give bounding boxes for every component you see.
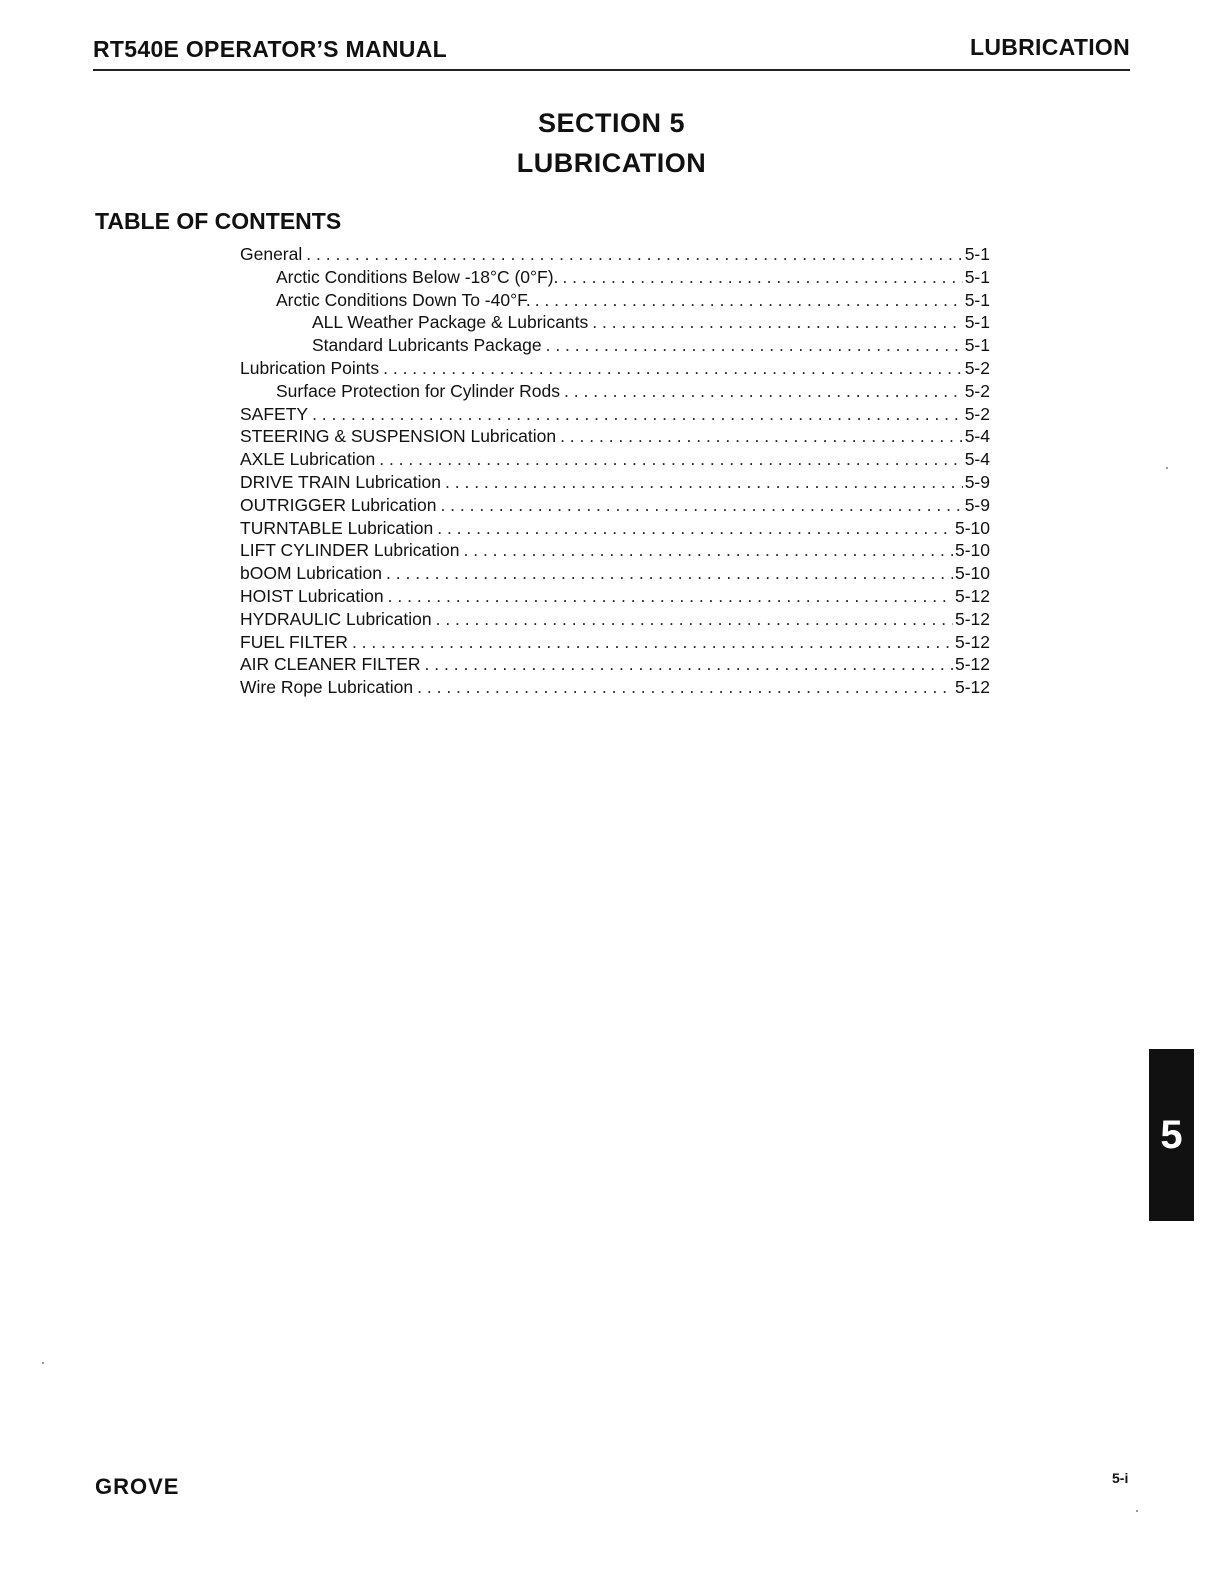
toc-entry bbox=[240, 676, 990, 699]
toc-entry bbox=[240, 494, 990, 517]
section-tab-label: 5 bbox=[1160, 1113, 1183, 1157]
toc-entry-page: 5-1 bbox=[964, 289, 990, 310]
section-name: LUBRICATION bbox=[969, 34, 1130, 60]
toc-entry-label: AIR CLEANER FILTER bbox=[240, 654, 421, 675]
toc-dot-leader bbox=[312, 403, 963, 426]
toc-entry-page: 5-12 bbox=[954, 677, 990, 698]
manual-title: RT540E OPERATOR’S MANUAL bbox=[93, 36, 447, 62]
toc-entry-label: OUTRIGGER Lubrication bbox=[240, 494, 437, 515]
toc-dot-leader bbox=[546, 334, 963, 357]
toc-dot-leader bbox=[388, 585, 953, 608]
toc-dot-leader bbox=[464, 539, 953, 562]
toc-dot-leader bbox=[417, 676, 953, 699]
table-of-contents bbox=[240, 243, 990, 699]
toc-entry-label: bOOM Lubrication bbox=[240, 563, 383, 584]
toc-dot-leader bbox=[379, 448, 962, 471]
toc-entry bbox=[240, 653, 990, 676]
toc-entry bbox=[240, 608, 990, 631]
toc-dot-leader bbox=[386, 562, 953, 585]
toc-entry-page: 5-1 bbox=[964, 244, 990, 264]
toc-entry bbox=[240, 289, 990, 312]
toc-entry-page: 5-12 bbox=[954, 608, 990, 629]
scan-speck bbox=[1166, 467, 1168, 469]
toc-dot-leader bbox=[425, 653, 953, 676]
toc-dot-leader bbox=[440, 494, 962, 517]
toc-entry-page: 5-10 bbox=[954, 517, 990, 538]
toc-entry-label: Standard Lubricants Package bbox=[312, 335, 542, 356]
toc-entry-page: 5-4 bbox=[964, 449, 990, 470]
toc-entry bbox=[240, 471, 990, 494]
toc-dot-leader bbox=[562, 266, 962, 289]
toc-entry-page: 5-2 bbox=[964, 403, 990, 424]
brand-logo: GROVE bbox=[95, 1474, 180, 1499]
scan-speck bbox=[42, 1362, 44, 1364]
toc-entry-label: ALL Weather Package & Lubricants bbox=[312, 312, 589, 333]
toc-entry-label: Arctic Conditions Below -18°C (0°F). bbox=[276, 266, 559, 287]
toc-entry-page: 5-9 bbox=[964, 471, 990, 492]
toc-entry-label: DRIVE TRAIN Lubrication bbox=[240, 471, 442, 492]
toc-entry bbox=[240, 539, 990, 562]
section-title: LUBRICATION bbox=[516, 148, 707, 178]
section-tab bbox=[1149, 1049, 1194, 1221]
toc-entry bbox=[240, 425, 990, 448]
section-number: SECTION 5 bbox=[537, 108, 686, 138]
toc-heading: TABLE OF CONTENTS bbox=[95, 208, 342, 234]
toc-entry bbox=[240, 243, 990, 266]
toc-entry-page: 5-4 bbox=[964, 426, 990, 447]
toc-entry-label: FUEL FILTER bbox=[240, 631, 348, 652]
page-header bbox=[93, 36, 1130, 71]
toc-entry-label: General bbox=[240, 244, 303, 264]
toc-entry-page: 5-1 bbox=[964, 312, 990, 333]
toc-entry bbox=[240, 266, 990, 289]
toc-dot-leader bbox=[535, 289, 963, 312]
toc-entry-page: 5-10 bbox=[954, 563, 990, 584]
toc-entry-page: 5-2 bbox=[964, 380, 990, 401]
toc-entry-label: HYDRAULIC Lubrication bbox=[240, 608, 432, 629]
page-number: 5-i bbox=[1112, 1470, 1129, 1486]
toc-dot-leader bbox=[306, 243, 962, 266]
toc-dot-leader bbox=[560, 425, 963, 448]
toc-entry-label: LIFT CYLINDER Lubrication bbox=[240, 540, 460, 561]
toc-entry bbox=[240, 585, 990, 608]
toc-entry-label: AXLE Lubrication bbox=[240, 449, 376, 470]
toc-entry-label: TURNTABLE Lubrication bbox=[240, 517, 434, 538]
toc-entry bbox=[240, 448, 990, 471]
toc-dot-leader bbox=[383, 357, 963, 380]
toc-dot-leader bbox=[564, 380, 963, 403]
toc-dot-leader bbox=[437, 517, 953, 540]
toc-entry-page: 5-2 bbox=[964, 357, 990, 378]
toc-entry bbox=[240, 403, 990, 426]
toc-entry-label: Surface Protection for Cylinder Rods bbox=[276, 380, 561, 401]
toc-entry bbox=[240, 631, 990, 654]
toc-entry-label: SAFETY bbox=[240, 403, 309, 424]
toc-entry-label: Lubrication Points bbox=[240, 357, 380, 378]
toc-entry bbox=[240, 562, 990, 585]
toc-entry-page: 5-1 bbox=[964, 335, 990, 356]
toc-entry bbox=[240, 357, 990, 380]
toc-dot-leader bbox=[445, 471, 963, 494]
toc-entry-page: 5-12 bbox=[954, 654, 990, 675]
toc-entry-page: 5-12 bbox=[954, 631, 990, 652]
scan-speck bbox=[1136, 1510, 1138, 1512]
toc-entry bbox=[240, 380, 990, 403]
toc-entry-label: Arctic Conditions Down To -40°F. bbox=[276, 289, 531, 310]
toc-dot-leader bbox=[436, 608, 953, 631]
toc-entry-page: 5-1 bbox=[964, 266, 990, 287]
toc-dot-leader bbox=[592, 311, 962, 334]
toc-entry-label: STEERING & SUSPENSION Lubrication bbox=[240, 426, 557, 447]
toc-entry-label: HOIST Lubrication bbox=[240, 585, 384, 606]
toc-entry-page: 5-12 bbox=[954, 585, 990, 606]
toc-entry bbox=[240, 517, 990, 540]
toc-entry bbox=[240, 334, 990, 357]
toc-entry bbox=[240, 311, 990, 334]
toc-dot-leader bbox=[352, 631, 953, 654]
toc-entry-page: 5-10 bbox=[954, 540, 990, 561]
toc-entry-label: Wire Rope Lubrication bbox=[240, 677, 414, 698]
toc-entry-page: 5-9 bbox=[964, 494, 990, 515]
